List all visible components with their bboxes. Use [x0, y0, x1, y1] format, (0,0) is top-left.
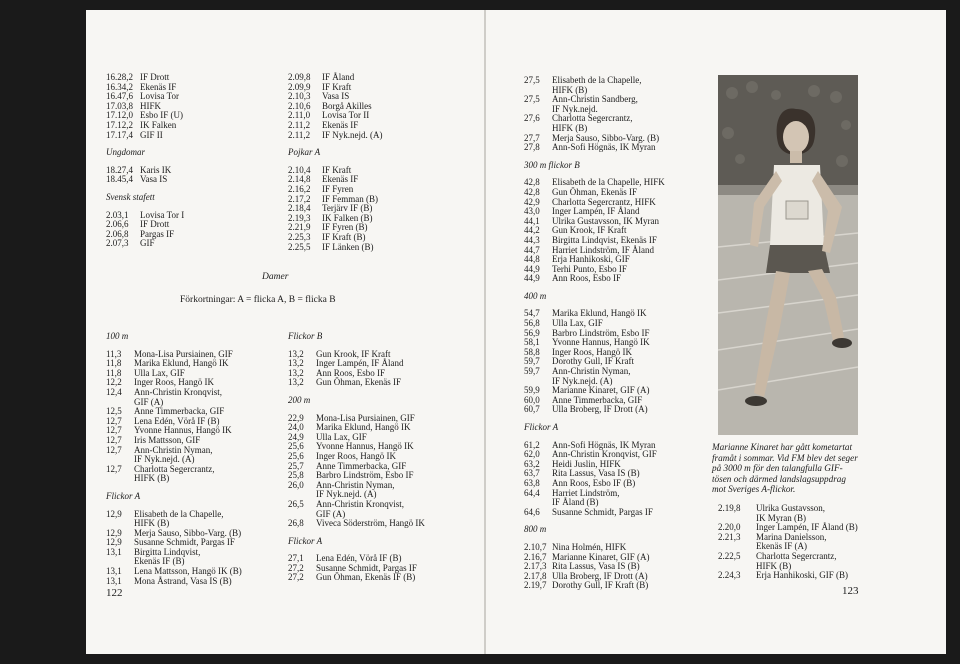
result-time: 17.17,4 — [106, 129, 133, 140]
result-time: 12,7 — [106, 463, 122, 474]
result-time: 42,9 — [524, 196, 540, 207]
result-time: 2.25,5 — [288, 241, 311, 252]
result-time: 2.24,3 — [718, 570, 741, 581]
result-time: 17.03,8 — [106, 100, 133, 111]
result-time: 60,7 — [524, 404, 540, 415]
result-row — [106, 465, 242, 475]
result-time: 2.14,8 — [288, 174, 311, 185]
result-name: Ann Roos, Esbo IF (B) — [552, 477, 636, 488]
result-name: Rita Lassus, Vasa IS (B) — [552, 561, 640, 572]
result-time: 2.20,0 — [718, 522, 741, 533]
result-time: 12,4 — [106, 386, 122, 397]
result-row — [524, 581, 665, 591]
result-row — [106, 175, 184, 185]
result-name: HIFK (B) — [552, 122, 588, 133]
result-name: Ann-Christin Kronqvist, — [134, 386, 223, 397]
result-name: Borgå Akilles — [322, 100, 372, 111]
result-name: Viveca Söderström, Hangö IK — [316, 518, 425, 529]
result-name: Ann Roos, Esbo IF — [552, 273, 622, 284]
result-name: Ann-Christin Nyman, — [316, 479, 395, 490]
result-name: Yvonne Hannus, Hangö IK — [134, 425, 232, 436]
result-time: 43,0 — [524, 206, 540, 217]
result-row — [288, 500, 425, 510]
result-name: Susanne Schmidt, Pargas IF — [316, 562, 417, 573]
result-time — [106, 474, 134, 484]
result-name: Ulla Lax, GIF — [552, 318, 603, 329]
result-time: 27,1 — [288, 553, 304, 564]
result-time: 2.07,3 — [106, 238, 129, 249]
result-row — [524, 143, 665, 153]
result-name: IF Länken (B) — [322, 241, 374, 252]
result-time: 44,1 — [524, 215, 540, 226]
result-time: 11,3 — [106, 348, 122, 359]
result-name: Inger Roos, Hangö IK — [134, 377, 214, 388]
result-name: Ulla Broberg, IF Drott (A) — [552, 570, 648, 581]
result-name: Merja Sauso, Sibbo-Varg. (B) — [134, 527, 242, 538]
result-time: 13,2 — [288, 367, 304, 378]
result-name: Elisabeth de la Chapelle, — [552, 75, 642, 85]
result-name: GIF II — [140, 129, 163, 140]
result-time: 12,7 — [106, 415, 122, 426]
result-time: 27,5 — [524, 75, 540, 85]
section-heading-flickor-a-200m: Flickor A — [288, 535, 323, 546]
result-time: 2.16,2 — [288, 183, 311, 194]
result-time: 64,6 — [524, 506, 540, 517]
result-name: Barbro Lindström, Esbo IF — [552, 327, 650, 338]
result-time: 63,8 — [524, 477, 540, 488]
result-name: Marianne Kinaret, GIF (A) — [552, 385, 650, 396]
damer-heading: Damer — [262, 272, 289, 282]
result-name: Yvonne Hannus, Hangö IK — [316, 441, 414, 452]
result-time: 22,9 — [288, 412, 304, 423]
result-name: Yvonne Hannus, Hangö IK — [552, 337, 650, 348]
result-time: 17.12,0 — [106, 110, 133, 121]
result-name: Charlotta Segercrantz, — [552, 113, 633, 124]
result-name: IF Drott — [140, 219, 170, 230]
result-name: GIF (A) — [316, 508, 346, 519]
result-time: 2.09,8 — [288, 72, 311, 82]
result-name: Karis IK — [140, 164, 172, 175]
result-time: 60,0 — [524, 394, 540, 405]
result-time: 2.25,3 — [288, 231, 311, 242]
result-name: Heidi Juslin, HIFK — [552, 458, 621, 469]
result-name: Mona-Lisa Pursiainen, GIF — [134, 348, 233, 359]
result-row — [106, 388, 242, 398]
result-name: Merja Sauso, Sibbo-Varg. (B) — [552, 132, 660, 143]
result-name: Esbo IF (U) — [140, 110, 183, 121]
result-name: Terhi Punto, Esbo IF — [552, 263, 627, 274]
result-row — [106, 474, 242, 484]
result-time: 13,2 — [288, 348, 304, 359]
result-time: 2.17,3 — [524, 561, 547, 572]
result-name: Ulrika Gustavsson, — [756, 503, 825, 513]
result-time: 2.11,2 — [288, 129, 311, 140]
result-name: Marika Eklund, Hangö IK — [134, 358, 229, 369]
left-bottom-col2 — [288, 332, 425, 583]
result-time: 25,7 — [288, 460, 304, 471]
result-time: 2.11,2 — [288, 119, 311, 130]
result-time: 2.21,9 — [288, 222, 311, 233]
result-name: Erja Hanhikoski, GIF (B) — [756, 570, 848, 581]
result-time: 25,8 — [288, 470, 304, 481]
result-name: IF Nyk.nejd. (A) — [134, 454, 195, 465]
result-name: Marianne Kinaret, GIF (A) — [552, 551, 650, 562]
result-name: Elisabeth de la Chapelle, — [134, 508, 224, 519]
result-name: Dorothy Gull, IF Kraft — [552, 356, 634, 367]
result-name: Birgitta Lindqvist, — [134, 546, 201, 557]
result-name: Susanne Schmidt, Pargas IF — [134, 537, 235, 548]
result-time: 25,6 — [288, 441, 304, 452]
result-time: 61,2 — [524, 439, 540, 450]
result-row — [288, 131, 383, 141]
result-time: 26,0 — [288, 479, 304, 490]
result-time: 27,2 — [288, 572, 304, 583]
result-name: Lovisa Tor — [140, 91, 179, 102]
result-time: 12,2 — [106, 377, 122, 388]
result-time: 44,9 — [524, 263, 540, 274]
result-name: Mona Åstrand, Vasa IS (B) — [134, 575, 232, 586]
result-name: Gun Öhman, Ekenäs IF — [316, 377, 401, 388]
section-heading-svensk-stafett: Svensk stafett — [106, 191, 155, 202]
result-time: 12,9 — [106, 527, 122, 538]
result-name: IF Fyren — [322, 183, 354, 194]
result-time: 13,2 — [288, 358, 304, 369]
result-name: Vasa IS — [322, 91, 350, 102]
result-name: Rita Lassus, Vasa IS (B) — [552, 468, 640, 479]
result-time: 11,8 — [106, 367, 122, 378]
result-time: 2.10,7 — [524, 541, 547, 552]
result-time: 63,7 — [524, 468, 540, 479]
result-name: GIF — [140, 238, 155, 249]
result-time: 2.19,7 — [524, 580, 547, 591]
result-name: Anne Timmerbacka, GIF — [552, 394, 643, 405]
result-name: Iris Mattsson, GIF — [134, 434, 201, 445]
result-time: 56,9 — [524, 327, 540, 338]
result-name: Birgitta Lindqvist, Ekenäs IF — [552, 234, 657, 245]
result-row — [288, 573, 425, 583]
result-name: Erja Hanhikoski, GIF — [552, 254, 630, 265]
result-time: 44,7 — [524, 244, 540, 255]
left-top-col2 — [288, 73, 383, 252]
section-heading-ungdomar: Ungdomar — [106, 147, 146, 158]
result-row — [106, 510, 242, 520]
result-time: 12,7 — [106, 434, 122, 445]
result-time: 16.47,6 — [106, 91, 133, 102]
result-name: Ekenäs IF — [322, 119, 359, 130]
result-name: IF Åland (B) — [552, 497, 599, 508]
result-name: IF Drott — [140, 72, 170, 82]
result-name: HIFK — [140, 100, 162, 111]
result-time: 56,8 — [524, 318, 540, 329]
result-time: 62,0 — [524, 449, 540, 460]
right-page — [486, 10, 946, 654]
result-name: HIFK (B) — [756, 560, 792, 571]
result-name: Ann-Christin Kronqvist, — [316, 498, 405, 509]
result-row — [524, 508, 665, 518]
right-col2 — [718, 504, 858, 581]
result-name: Gun Krook, IF Kraft — [552, 225, 627, 236]
result-row — [524, 405, 665, 415]
section-heading-400m: 400 m — [524, 290, 547, 301]
result-name: Ann-Christin Sandberg, — [552, 94, 638, 105]
result-name: Ann-Sofi Högnäs, IK Myran — [552, 142, 656, 153]
result-row — [288, 243, 383, 253]
result-time: 12,9 — [106, 508, 122, 519]
result-name: Gun Krook, IF Kraft — [316, 348, 391, 359]
result-time: 2.09,9 — [288, 81, 311, 92]
result-name: Ann Roos, Esbo IF — [316, 367, 386, 378]
result-name: Harriet Lindström, — [552, 487, 620, 498]
result-name: Anne Timmerbacka, GIF — [316, 460, 407, 471]
runner-photo-illustration — [718, 75, 858, 435]
result-time: 44,2 — [524, 225, 540, 236]
result-name: IK Falken (B) — [322, 212, 373, 223]
section-heading-800m: 800 m — [524, 524, 547, 535]
result-name: IF Fyren (B) — [322, 222, 368, 233]
result-name: Elisabeth de la Chapelle, HIFK — [552, 177, 665, 188]
result-name: IF Nyk.nejd. (A) — [552, 375, 613, 386]
result-name: Marina Danielsson, — [756, 531, 827, 542]
result-name: Ekenäs IF (A) — [756, 541, 807, 552]
section-heading-100m: 100 m — [106, 331, 129, 341]
result-name: Gun Öhman, Ekenäs IF (B) — [316, 572, 416, 583]
result-time: 27,5 — [524, 94, 540, 105]
result-name: IF Nyk.nejd. (A) — [316, 489, 377, 500]
page-number-right: 123 — [842, 585, 859, 597]
result-time: 27,2 — [288, 562, 304, 573]
abbreviations-line: Förkortningar: A = flicka A, B = flicka B — [180, 295, 336, 305]
result-row — [524, 274, 665, 284]
page-number-left: 122 — [106, 587, 123, 599]
result-time: 58,8 — [524, 346, 540, 357]
result-time: 2.10,4 — [288, 164, 311, 175]
result-time: 24,0 — [288, 422, 304, 433]
result-row — [106, 577, 242, 587]
result-name: HIFK (B) — [134, 518, 170, 529]
result-name: Mona-Lisa Pursiainen, GIF — [316, 412, 415, 423]
result-name: IK Myran (B) — [756, 512, 806, 523]
result-name: HIFK (B) — [552, 84, 588, 95]
section-heading-flickor-b: Flickor B — [288, 331, 323, 341]
result-row — [524, 114, 665, 124]
result-row — [524, 76, 665, 86]
result-name: Pargas IF — [140, 228, 175, 239]
result-time: 2.10,6 — [288, 100, 311, 111]
result-time: 26,8 — [288, 518, 304, 529]
result-time: 2.17,8 — [524, 570, 547, 581]
result-time: 26,5 — [288, 498, 304, 509]
result-name: Marika Eklund, Hangö IK — [552, 308, 647, 319]
result-row — [106, 131, 184, 141]
result-name: HIFK (B) — [134, 473, 170, 484]
result-time: 17.12,2 — [106, 119, 133, 130]
result-time: 2.11,0 — [288, 110, 311, 121]
result-time: 64,4 — [524, 487, 540, 498]
result-name: Vasa IS — [140, 174, 168, 185]
result-time: 25,6 — [288, 450, 304, 461]
section-heading-200m: 200 m — [288, 394, 311, 405]
result-name: IF Åland — [322, 72, 355, 82]
left-top-col1 — [106, 73, 184, 249]
result-name: Ann-Christin Nyman, — [134, 444, 213, 455]
result-name: IF Kraft (B) — [322, 231, 366, 242]
result-time: 12,5 — [106, 406, 122, 417]
result-time: 27,7 — [524, 132, 540, 143]
result-name: GIF (A) — [134, 396, 164, 407]
result-time: 44,3 — [524, 234, 540, 245]
result-row — [288, 519, 425, 529]
result-name: Charlotta Segercrantz, — [756, 550, 837, 561]
result-name: Lena Edén, Vörå IF (B) — [316, 553, 402, 564]
result-name: Charlotta Segercrantz, — [134, 463, 215, 474]
result-name: Lena Edén, Vörå IF (B) — [134, 415, 220, 426]
result-name: Ulrika Gustavsson, IK Myran — [552, 215, 659, 226]
result-time: 16.34,2 — [106, 81, 133, 92]
result-row — [106, 239, 184, 249]
result-row — [718, 571, 858, 581]
result-name: Harriet Lindström, IF Åland — [552, 244, 654, 255]
photo-caption: Marianne Kinaret har gått kometartat framåt i sommar. Vid FM blev det seger på 3000 m för den talangfulla GIF-tösen och därmed landslagsuppdrag mot Sveriges A-flickor. — [712, 442, 858, 494]
result-time: 27,6 — [524, 113, 540, 124]
result-name: Anne Timmerbacka, GIF — [134, 406, 225, 417]
result-time: 12,7 — [106, 444, 122, 455]
result-row — [288, 378, 425, 388]
result-time: 16.28,2 — [106, 72, 133, 82]
result-name: Susanne Schmidt, Pargas IF — [552, 506, 653, 517]
result-name: Marika Eklund, Hangö IK — [316, 422, 411, 433]
result-time: 44,9 — [524, 273, 540, 284]
section-heading-pojkar-a: Pojkar A — [288, 147, 321, 158]
result-name: Ann-Christin Nyman, — [552, 366, 631, 377]
result-time: 2.22,5 — [718, 550, 741, 561]
result-time: 2.06,6 — [106, 219, 129, 230]
result-time: 42,8 — [524, 177, 540, 188]
result-name: IF Nyk.nejd. (A) — [322, 129, 383, 140]
result-time: 13,1 — [106, 546, 122, 557]
result-name: Ulla Lax, GIF — [134, 367, 185, 378]
right-col1 — [524, 76, 665, 591]
section-heading-flickor-a-400m: Flickor A — [524, 422, 559, 432]
result-time: 59,7 — [524, 356, 540, 367]
result-time: 2.03,1 — [106, 209, 129, 220]
result-name: Inger Roos, Hangö IK — [316, 450, 396, 461]
result-name: Ann-Christin Kronqvist, GIF — [552, 449, 657, 460]
result-time: 44,8 — [524, 254, 540, 265]
result-name: Lovisa Tor II — [322, 110, 370, 121]
result-time: 2.19,3 — [288, 212, 311, 223]
left-bottom-col1 — [106, 332, 242, 586]
result-name: Ekenäs IF — [140, 81, 177, 92]
result-time: 18.45,4 — [106, 174, 133, 185]
result-time: 12,9 — [106, 537, 122, 548]
result-time: 59,7 — [524, 366, 540, 377]
result-time: 12,7 — [106, 425, 122, 436]
result-time: 2.16,7 — [524, 551, 547, 562]
result-name: Inger Roos, Hangö IK — [552, 346, 632, 357]
result-name: IK Falken — [140, 119, 177, 130]
result-name: Inger Lampén, IF Åland — [552, 206, 640, 217]
result-name: IF Femman (B) — [322, 193, 378, 204]
result-name: Ulla Broberg, IF Drott (A) — [552, 404, 648, 415]
result-name: Lovisa Tor I — [140, 209, 185, 220]
result-name: Barbro Lindström, Esbo IF — [316, 470, 414, 481]
result-name: Inger Lampén, IF Åland (B) — [756, 522, 858, 533]
result-time: 24,9 — [288, 431, 304, 442]
left-page — [86, 10, 484, 654]
result-name: Ulla Lax, GIF — [316, 431, 367, 442]
result-time: 58,1 — [524, 337, 540, 348]
result-name: IF Nyk.nejd. — [552, 103, 598, 114]
result-name: Gun Öhman, Ekenäs IF — [552, 186, 637, 197]
result-time: 2.19,8 — [718, 503, 741, 513]
result-time: 2.10,3 — [288, 91, 311, 102]
result-time: 2.17,2 — [288, 193, 311, 204]
runner-photo — [718, 75, 858, 435]
result-time: 63,2 — [524, 458, 540, 469]
result-time: 2.21,3 — [718, 531, 741, 542]
result-time: 2.18,4 — [288, 203, 311, 214]
result-time: 27,8 — [524, 142, 540, 153]
result-time: 54,7 — [524, 308, 540, 319]
result-name: Ann-Sofi Högnäs, IK Myran — [552, 439, 656, 450]
result-time: 13,1 — [106, 575, 122, 586]
section-heading-flickor-a: Flickor A — [106, 490, 141, 501]
result-time: 42,8 — [524, 186, 540, 197]
result-name: Dorothy Gull, IF Kraft (B) — [552, 580, 649, 591]
result-time: 13,2 — [288, 377, 304, 388]
result-name: IF Kraft — [322, 81, 352, 92]
result-name: Charlotta Segercrantz, HIFK — [552, 196, 656, 207]
result-name: Ekenäs IF — [322, 174, 359, 185]
result-time: 11,8 — [106, 358, 122, 369]
result-time: 59,9 — [524, 385, 540, 396]
result-time: 2.06,8 — [106, 228, 129, 239]
result-name: Nina Holmén, HIFK — [552, 541, 627, 552]
result-name: IF Kraft — [322, 164, 352, 175]
result-name: Ekenäs IF (B) — [134, 556, 185, 567]
result-time: 18.27,4 — [106, 164, 133, 175]
section-heading-300m-flickor-b: 300 m flickor B — [524, 159, 580, 170]
result-name: Terjärv IF (B) — [322, 203, 373, 214]
result-name: Inger Lampén, IF Åland — [316, 358, 404, 369]
result-name: Lena Mattsson, Hangö IK (B) — [134, 566, 242, 577]
result-time: 13,1 — [106, 566, 122, 577]
